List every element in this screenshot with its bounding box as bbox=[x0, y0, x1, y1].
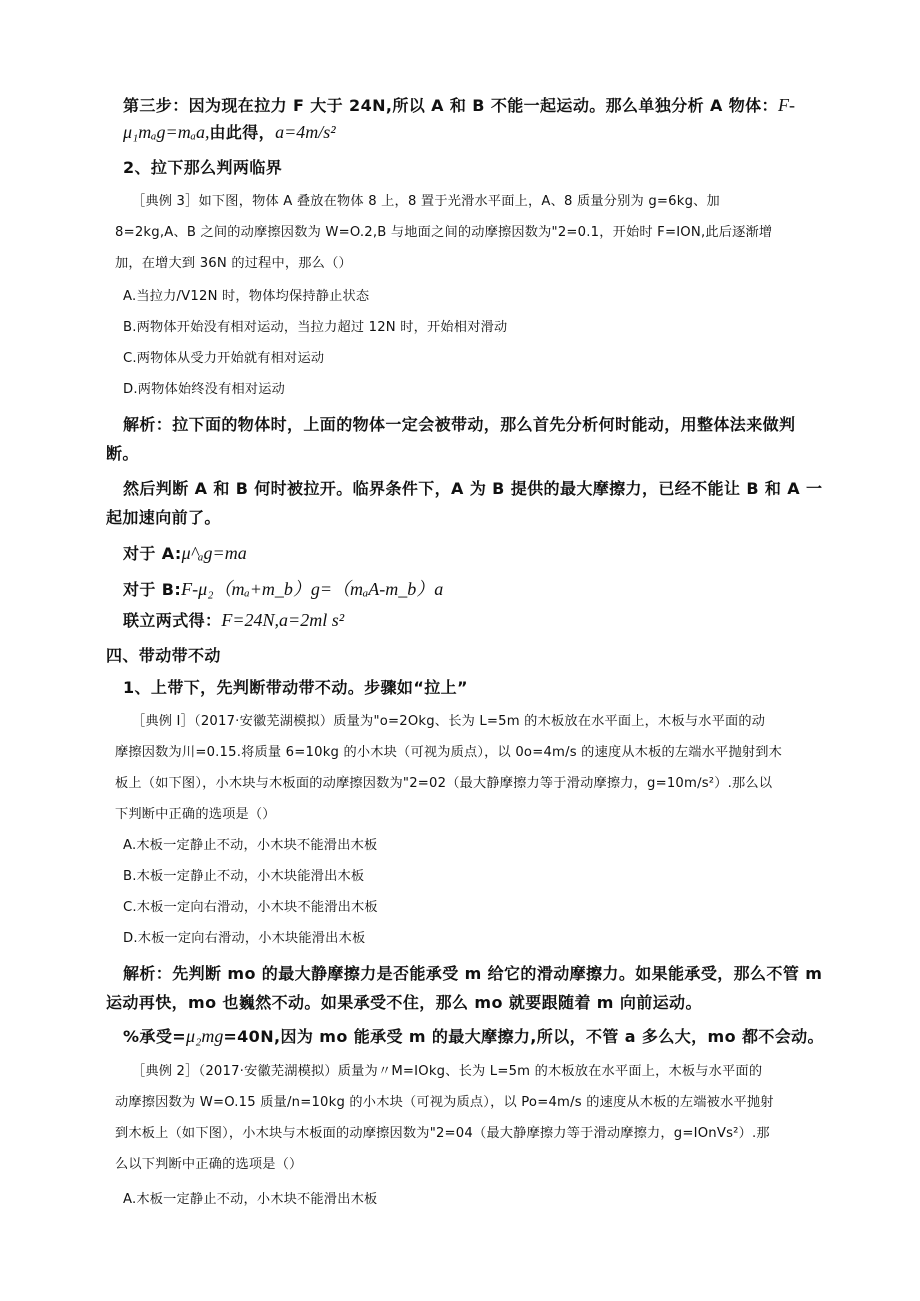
example2-line-3: 到木板上（如下图），小木块与木板面的动摩擦因数为"2=04（最大静摩擦力等于滑动摩擦力，g=IOnVs²）.那 bbox=[115, 1126, 770, 1141]
analysis3-p1-line-1: 解析：拉下面的物体时，上面的物体一定会被带动，那么首先分析何时能动，用整体法来做判 bbox=[123, 415, 796, 434]
analysis3-eq-b: 对于 B:F-μ₂（mₐ+m_b）g=（mₐA-m_b）a bbox=[123, 579, 444, 599]
example2-line-4: 么以下判断中正确的选项是（） bbox=[115, 1157, 303, 1172]
analysis3-joint: 联立两式得：F=24N,a=2ml s² bbox=[123, 610, 345, 630]
example3-option-d: D.两物体始终没有相对运动 bbox=[123, 382, 286, 397]
step3-formula-tail: F- bbox=[777, 95, 795, 115]
example1-line-2: 摩擦因数为川=0.15.将质量 6=10kg 的小木块（可视为质点），以 0o=4m/s 的速度从木板的左端水平抛射到木 bbox=[115, 745, 782, 760]
example3-line-2: 8=2kg,A、B 之间的动摩擦因数为 W=O.2,B 与地面之间的动摩擦因数为"2=0.1，开始时 F=ION,此后逐渐增 bbox=[115, 225, 773, 240]
example1-line-1: ［典例 I］（2017·安徽芜湖模拟）质量为"o=2Okg、长为 L=5m 的木板放在水平面上，木板与水平面的动 bbox=[132, 714, 766, 729]
example3-option-a: A.当拉力/V12N 时，物体均保持静止状态 bbox=[123, 289, 370, 304]
example1-option-a: A.木板一定静止不动，小木块不能滑出木板 bbox=[123, 838, 378, 853]
example1-line-3: 板上（如下图），小木块与木板面的动摩擦因数为"2=02（最大静摩擦力等于滑动摩擦力，g=10m∕s²）.那么以 bbox=[115, 776, 773, 791]
analysis1-eq: %承受=μ₂mg=40N,因为 mo 能承受 m 的最大摩擦力,所以，不管 a 多么大，mo 都不会动。 bbox=[123, 1026, 824, 1046]
analysis3-p2-line-1: 然后判断 A 和 B 何时被拉开。临界条件下，A 为 B 提供的最大摩擦力，已经不能让 B 和 A 一 bbox=[123, 479, 823, 498]
step3-formula-line: μ₁mₐg=mₐa,由此得，a=4m/s² bbox=[123, 122, 336, 142]
example3-line-1: ［典例 3］如下图，物体 A 叠放在物体 8 上，8 置于光滑水平面上，A、8 质量分别为 g=6kg、加 bbox=[132, 194, 720, 209]
sub2-heading: 2、拉下那么判两临界 bbox=[123, 158, 283, 177]
analysis3-p1-line-2: 断。 bbox=[106, 444, 139, 463]
example2-line-2: 动摩擦因数为 W=O.15 质量/n=10kg 的小木块（可视为质点），以 Po=4m/s 的速度从木板的左端被水平抛射 bbox=[115, 1095, 774, 1110]
analysis3-eq-a: 对于 A:μ^ₐg=ma bbox=[123, 543, 247, 563]
section4-heading: 四、带动带不动 bbox=[106, 646, 221, 665]
example1-option-d: D.木板一定向右滑动，小木块能滑出木板 bbox=[123, 931, 366, 946]
example1-option-c: C.木板一定向右滑动，小木块不能滑出木板 bbox=[123, 900, 378, 915]
example2-option-a: A.木板一定静止不动，小木块不能滑出木板 bbox=[123, 1192, 378, 1207]
analysis3-p2-line-2: 起加速向前了。 bbox=[106, 508, 221, 527]
step3-line: 第三步：因为现在拉力 F 大于 24N,所以 A 和 B 不能一起运动。那么单独分析 A 物体：F- bbox=[123, 95, 795, 115]
example3-line-3: 加，在增大到 36N 的过程中，那么（） bbox=[115, 256, 352, 271]
example3-option-c: C.两物体从受力开始就有相对运动 bbox=[123, 351, 325, 366]
example1-line-4: 下判断中正确的选项是（） bbox=[115, 807, 276, 822]
analysis1-line-1: 解析：先判断 mo 的最大静摩擦力是否能承受 m 给它的滑动摩擦力。如果能承受，那么不管 m bbox=[123, 964, 823, 983]
example2-line-1: ［典例 2］（2017·安徽芜湖模拟）质量为〃M=IOkg、长为 L=5m 的木板放在水平面上，木板与水平面的 bbox=[132, 1064, 763, 1079]
analysis1-line-2: 运动再快，mo 也巍然不动。如果承受不住，那么 mo 就要跟随着 m 向前运动。 bbox=[106, 993, 702, 1012]
example1-option-b: B.木板一定静止不动，小木块能滑出木板 bbox=[123, 869, 365, 884]
sub1-heading: 1、上带下，先判断带动带不动。步骤如“拉上” bbox=[123, 678, 468, 697]
example3-option-b: B.两物体开始没有相对运动，当拉力超过 12N 时，开始相对滑动 bbox=[123, 320, 508, 335]
